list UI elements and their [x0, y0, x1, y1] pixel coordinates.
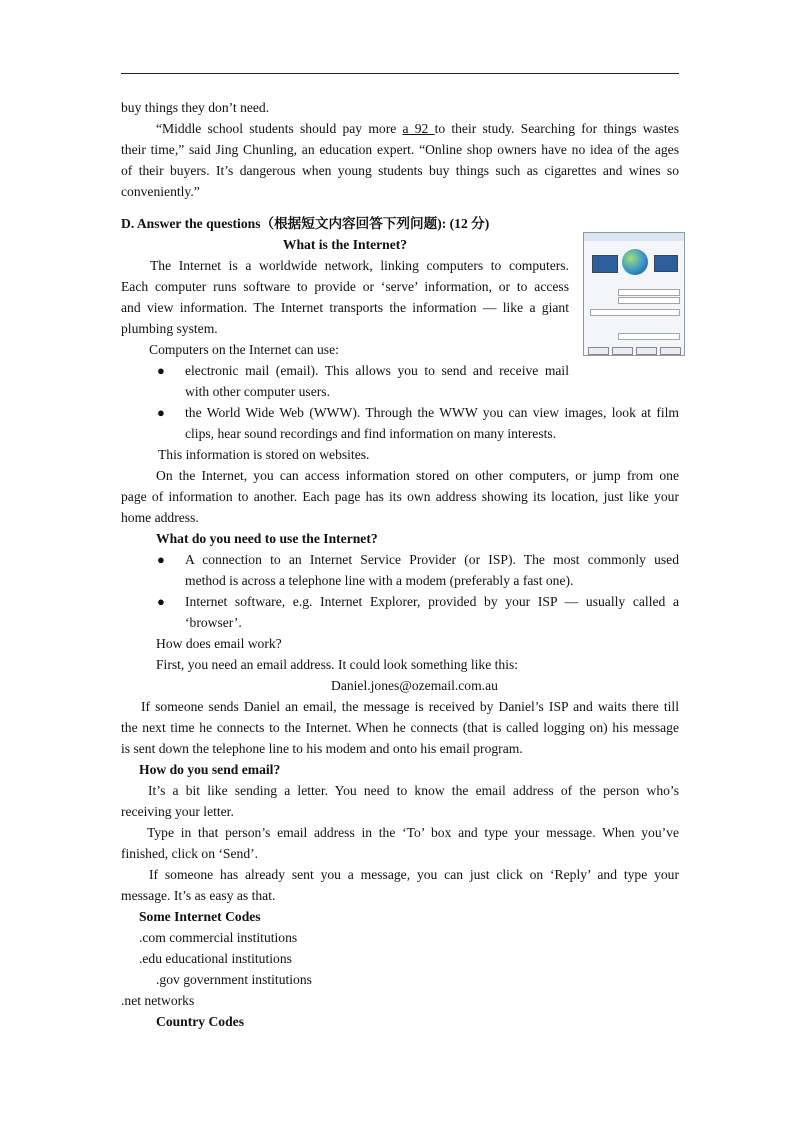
text-line: Internet software, e.g. Internet Explorer, provided by your ISP — usually called a	[185, 594, 679, 609]
text-line: page of information to another. Each page has its own address showing its location, just like your	[121, 489, 679, 504]
text-line: Type in that person’s email address in the ‘To’ box and type your message. When you’ve	[147, 825, 679, 840]
bullet-icon	[157, 402, 169, 423]
bullet-icon	[157, 591, 169, 612]
text-line: On the Internet, you can access information stored on other computers, or jump from one	[156, 468, 679, 483]
dialog-field	[590, 309, 678, 315]
text-line: method is across a telephone line with a modem (preferably a fast one).	[185, 573, 574, 588]
subheading: How do you send email?	[139, 762, 281, 777]
dialog-button	[660, 347, 681, 355]
computer-icon	[592, 255, 618, 273]
text-line: buy things they don’t need.	[121, 100, 270, 115]
bullet-icon	[157, 549, 169, 570]
text-line: Computers on the Internet can use:	[149, 342, 339, 357]
text-line: How does email work?	[156, 636, 282, 651]
text-line: is sent down the telephone line to his modem and onto his email program.	[121, 741, 523, 756]
section-heading: D. Answer the questions（根据短文内容回答下列问题): (12 分)	[121, 216, 490, 231]
text-line: ‘browser’.	[185, 615, 242, 630]
header-rule	[121, 73, 679, 74]
code-item: .edu educational institutions	[139, 951, 292, 966]
internet-dialog-figure	[583, 232, 685, 356]
dialog-field	[590, 297, 678, 303]
text-line: This information is stored on websites.	[158, 447, 370, 462]
text-line: If someone sends Daniel an email, the message is received by Daniel’s ISP and waits there till	[141, 699, 679, 714]
text-line: First, you need an email address. It could look something like this:	[156, 657, 519, 672]
code-item: .net networks	[121, 993, 195, 1008]
text-line: “Middle school students should pay more a 92 to their study. Searching for things wastes	[156, 121, 680, 136]
text-line: plumbing system.	[121, 321, 218, 336]
passage-title: What is the Internet?	[282, 237, 408, 252]
text-line: the next time he connects to the Internet. When he connects (that is called logging on) his message	[121, 720, 679, 735]
dialog-titlebar	[584, 233, 684, 241]
text-line: message. It’s as easy as that.	[121, 888, 276, 903]
text-line: of their buyers. It’s dangerous when young students buy things such as cigarettes and wines so	[121, 163, 679, 178]
text-line: the World Wide Web (WWW). Through the WWW you can view images, look at film	[185, 405, 679, 420]
text-line: home address.	[121, 510, 199, 525]
dialog-field	[590, 289, 678, 295]
text-line: The Internet is a worldwide network, linking computers to computers.	[150, 258, 569, 273]
text-line: If someone has already sent you a message, you can just click on ‘Reply’ and type your	[149, 867, 679, 882]
text-line: clips, hear sound recordings and find information on many interests.	[185, 426, 557, 441]
subheading: Some Internet Codes	[139, 909, 261, 924]
dialog-button	[588, 347, 609, 355]
subheading: Country Codes	[156, 1014, 244, 1029]
text-line: Each computer runs software to provide or ‘serve’ information, or to access	[121, 279, 569, 294]
code-item: .gov government institutions	[156, 972, 312, 987]
text-line: receiving your letter.	[121, 804, 234, 819]
text-line: A connection to an Internet Service Provider (or ISP). The most commonly used	[185, 552, 679, 567]
dialog-field	[590, 333, 678, 339]
globe-icon	[622, 249, 648, 275]
dialog-button	[612, 347, 633, 355]
text-line: conveniently.”	[121, 184, 200, 199]
blank-92: a 92	[402, 121, 435, 136]
bullet-icon	[157, 360, 169, 381]
email-address: Daniel.jones@ozemail.com.au	[331, 678, 498, 693]
text-line: with other computer users.	[185, 384, 330, 399]
text-line: It’s a bit like sending a letter. You need to know the email address of the person who’s	[148, 783, 679, 798]
computer-icon	[654, 255, 678, 272]
text-line: their time,” said Jing Chunling, an education expert. “Online shop owners have no idea of the ages	[121, 142, 679, 157]
subheading: What do you need to use the Internet?	[156, 531, 378, 546]
dialog-button	[636, 347, 657, 355]
text-line: electronic mail (email). This allows you to send and receive mail	[185, 363, 569, 378]
code-item: .com commercial institutions	[139, 930, 298, 945]
text-line: finished, click on ‘Send’.	[121, 846, 259, 861]
dialog-option	[590, 319, 678, 325]
text-line: and view information. The Internet transports the information — like a giant	[121, 300, 569, 315]
